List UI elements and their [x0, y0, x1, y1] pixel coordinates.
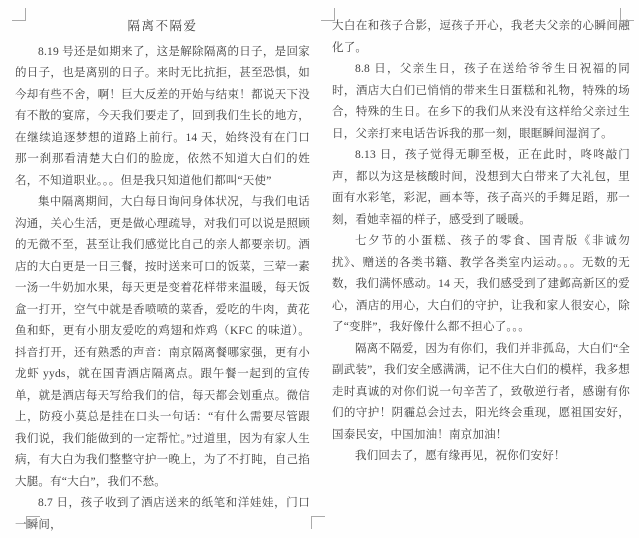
paragraph-continuation: 大白在和孩子合影，逗孩子开心，我老夫父亲的心瞬间融化了。	[332, 20, 630, 54]
paragraph: 隔离不隔爱，因为有你们，我们并非孤岛，大白们“全副武装”，我们安全感满满，记不住大白们的模样，我多想走时真诚的对你们说一句辛苦了，致敬逆行者，感谢有你们的守护！阴霾总会过去，阳光终会重现，愿祖国安好，国泰民安，中国加油！南京加油！	[332, 342, 630, 441]
page-corner-mark	[321, 8, 335, 21]
document-page-right	[320, 0, 639, 538]
page-corner-mark	[12, 8, 26, 21]
page-corner-mark	[311, 516, 325, 529]
paragraph: 集中隔离期间，大白每日询问身体状况，与我们电话沟通，关心生活，更是做心理疏导，对我们可以说是照顾的无微不至，甚至让我们感觉比自己的亲人都要亲切。酒店的大白更是一日三餐，按时送来可口的饭菜，三荤一素一汤一牛奶加水果，每天更是变着花样带来温暖，每天饭盒一打开，空气中就是香喷喷的菜香，爱吃的牛肉，黄花鱼和虾，更有小朋友爱吃的鸡翅和炸鸡（KFC 的味道）。抖音打开，还有熟悉的声音：南京隔离餐哪家强，更有小龙虾 yyds，就在国青酒店隔离点。跟午餐一起到的宣传单，就是酒店每天写给我们的信，每天都会划重点。微信上，防疫小莫总是挂在口头一句话：“有什么需要尽管跟我们说，我们能做到的一定帮忙。”过道里，因为有家人生病，有大白为我们整整守护一晚上，为了不打盹，自己掐大腿。有“大白”，我们不愁。	[15, 196, 310, 488]
page-corner-mark	[26, 516, 40, 529]
page-corner-mark	[620, 8, 634, 21]
paragraph: 8.8 日，父亲生日，孩子在送给爷爷生日祝福的同时，酒店大白们已悄悄的带来生日蛋糕和礼物，特殊的场合，特殊的生日。在乡下的我们从来没有这样给父亲过生日，父亲打来电话告诉我的那一刻，眼眶瞬间湿润了。	[332, 63, 630, 140]
paragraph: 8.19 号还是如期来了，这是解除隔离的日子，是回家的日子，也是离别的日子。来时无比抗拒，甚至恐惧，如今却有些不舍，啊！巨大反差的开始与结束！都说天下没有不散的宴席，今天我们要走了，回到我们生长的地方，在继续追逐梦想的道路上前行。14 天，始终没有在门口那一刹那看清楚大白们的脸庞，依然不知道大白们的姓名，不知道职业。。。但是我只知道他们都叫“天使”	[15, 45, 310, 187]
paragraph: 我们回去了，愿有缘再见，祝你们安好！	[355, 450, 566, 462]
paragraph: 8.13 日，孩子觉得无聊至极，正在此时，咚咚敲门声，都以为这是核酸时间，没想到大白带来了大礼包，里面有水彩笔，彩泥，画本等，孩子高兴的手舞足蹈，那一刻，看她幸福的样子，感受到了暖暖。	[332, 149, 630, 226]
paragraph: 七夕节的小蛋糕、孩子的零食、国青版《非诚勿扰》、赠送的各类书籍、教学各类室内运动。。。无数的无数，我们满怀感动。14 天，我们感受到了建邺高新区的爱心，酒店的用心，大白们的守护，让我和家人很安心，除了“变胖”，我好像什么都不担心了。。。	[332, 235, 630, 333]
page-title: 隔离不隔爱	[127, 19, 198, 33]
paragraph: 8.7 日，孩子收到了酒店送来的纸笔和洋娃娃，门口一瞬间，	[15, 497, 310, 531]
